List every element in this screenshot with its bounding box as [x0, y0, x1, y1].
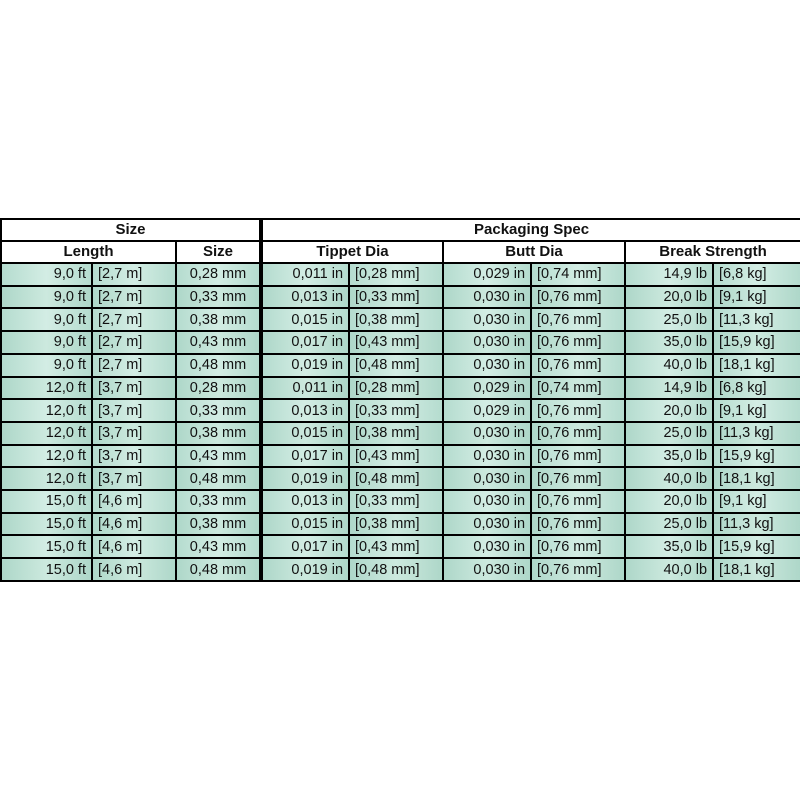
break-lb-cell: 25,0 lb [625, 308, 713, 331]
tippet-mm-cell: [0,33 mm] [349, 399, 443, 422]
length-m-cell: [3,7 m] [92, 445, 176, 468]
break-lb-cell: 40,0 lb [625, 467, 713, 490]
tippet-in-cell: 0,015 in [261, 422, 349, 445]
length-ft-cell: 9,0 ft [1, 286, 92, 309]
size-cell: 0,33 mm [176, 399, 261, 422]
butt-in-cell: 0,030 in [443, 354, 531, 377]
tippet-in-cell: 0,013 in [261, 490, 349, 513]
length-header: Length [1, 241, 176, 263]
table-row [1, 467, 800, 490]
table-row [1, 513, 800, 536]
table-row [1, 422, 800, 445]
table-row [1, 286, 800, 309]
butt-mm-cell: [0,76 mm] [531, 535, 625, 558]
butt-mm-cell: [0,76 mm] [531, 490, 625, 513]
length-ft-cell: 12,0 ft [1, 399, 92, 422]
break-lb-cell: 40,0 lb [625, 354, 713, 377]
tippet-mm-cell: [0,43 mm] [349, 535, 443, 558]
break-kg-cell: [6,8 kg] [713, 263, 800, 286]
size-cell: 0,28 mm [176, 263, 261, 286]
length-ft-cell: 15,0 ft [1, 558, 92, 581]
tippet-mm-cell: [0,38 mm] [349, 422, 443, 445]
length-ft-cell: 15,0 ft [1, 535, 92, 558]
length-ft-cell: 9,0 ft [1, 263, 92, 286]
length-ft-cell: 9,0 ft [1, 354, 92, 377]
spec-table [0, 218, 800, 582]
length-ft-cell: 12,0 ft [1, 422, 92, 445]
tippet-mm-cell: [0,38 mm] [349, 308, 443, 331]
tippet-mm-cell: [0,48 mm] [349, 354, 443, 377]
size-cell: 0,43 mm [176, 445, 261, 468]
tippet-dia-header: Tippet Dia [261, 241, 443, 263]
table-row [1, 558, 800, 581]
break-kg-cell: [15,9 kg] [713, 331, 800, 354]
length-m-cell: [3,7 m] [92, 422, 176, 445]
size-cell: 0,38 mm [176, 513, 261, 536]
break-kg-cell: [9,1 kg] [713, 490, 800, 513]
tippet-in-cell: 0,011 in [261, 377, 349, 400]
break-lb-cell: 20,0 lb [625, 490, 713, 513]
size-cell: 0,48 mm [176, 354, 261, 377]
tippet-in-cell: 0,017 in [261, 535, 349, 558]
break-kg-cell: [6,8 kg] [713, 377, 800, 400]
table-row [1, 490, 800, 513]
break-lb-cell: 35,0 lb [625, 445, 713, 468]
length-ft-cell: 12,0 ft [1, 377, 92, 400]
tippet-in-cell: 0,015 in [261, 513, 349, 536]
tippet-in-cell: 0,011 in [261, 263, 349, 286]
tippet-mm-cell: [0,28 mm] [349, 377, 443, 400]
size-cell: 0,43 mm [176, 535, 261, 558]
length-ft-cell: 15,0 ft [1, 513, 92, 536]
size-header: Size [176, 241, 261, 263]
butt-mm-cell: [0,74 mm] [531, 263, 625, 286]
butt-in-cell: 0,030 in [443, 513, 531, 536]
break-kg-cell: [9,1 kg] [713, 286, 800, 309]
table-row [1, 331, 800, 354]
tippet-mm-cell: [0,43 mm] [349, 445, 443, 468]
length-m-cell: [2,7 m] [92, 331, 176, 354]
butt-in-cell: 0,030 in [443, 286, 531, 309]
butt-mm-cell: [0,76 mm] [531, 399, 625, 422]
butt-mm-cell: [0,76 mm] [531, 308, 625, 331]
break-kg-cell: [15,9 kg] [713, 535, 800, 558]
break-kg-cell: [15,9 kg] [713, 445, 800, 468]
break-kg-cell: [18,1 kg] [713, 467, 800, 490]
tippet-mm-cell: [0,48 mm] [349, 467, 443, 490]
break-lb-cell: 20,0 lb [625, 399, 713, 422]
table-row [1, 445, 800, 468]
butt-in-cell: 0,029 in [443, 263, 531, 286]
length-m-cell: [4,6 m] [92, 535, 176, 558]
table-row [1, 377, 800, 400]
break-kg-cell: [9,1 kg] [713, 399, 800, 422]
tippet-mm-cell: [0,28 mm] [349, 263, 443, 286]
break-lb-cell: 14,9 lb [625, 377, 713, 400]
size-cell: 0,38 mm [176, 422, 261, 445]
butt-mm-cell: [0,76 mm] [531, 445, 625, 468]
butt-in-cell: 0,030 in [443, 467, 531, 490]
table-row [1, 535, 800, 558]
length-ft-cell: 15,0 ft [1, 490, 92, 513]
length-m-cell: [4,6 m] [92, 490, 176, 513]
butt-mm-cell: [0,76 mm] [531, 467, 625, 490]
size-cell: 0,33 mm [176, 286, 261, 309]
size-cell: 0,28 mm [176, 377, 261, 400]
butt-mm-cell: [0,76 mm] [531, 331, 625, 354]
butt-in-cell: 0,030 in [443, 422, 531, 445]
break-kg-cell: [18,1 kg] [713, 558, 800, 581]
break-kg-cell: [11,3 kg] [713, 422, 800, 445]
length-m-cell: [2,7 m] [92, 308, 176, 331]
tippet-in-cell: 0,019 in [261, 354, 349, 377]
size-cell: 0,33 mm [176, 490, 261, 513]
break-lb-cell: 25,0 lb [625, 513, 713, 536]
length-m-cell: [4,6 m] [92, 513, 176, 536]
size-cell: 0,48 mm [176, 467, 261, 490]
butt-in-cell: 0,029 in [443, 399, 531, 422]
size-cell: 0,38 mm [176, 308, 261, 331]
length-ft-cell: 9,0 ft [1, 331, 92, 354]
length-m-cell: [2,7 m] [92, 263, 176, 286]
tippet-in-cell: 0,013 in [261, 399, 349, 422]
butt-mm-cell: [0,76 mm] [531, 513, 625, 536]
table-row [1, 308, 800, 331]
butt-in-cell: 0,030 in [443, 535, 531, 558]
break-lb-cell: 20,0 lb [625, 286, 713, 309]
tippet-in-cell: 0,017 in [261, 331, 349, 354]
length-ft-cell: 9,0 ft [1, 308, 92, 331]
butt-in-cell: 0,030 in [443, 445, 531, 468]
spec-body [1, 263, 800, 581]
length-ft-cell: 12,0 ft [1, 445, 92, 468]
tippet-in-cell: 0,019 in [261, 558, 349, 581]
butt-in-cell: 0,030 in [443, 331, 531, 354]
butt-dia-header: Butt Dia [443, 241, 625, 263]
butt-mm-cell: [0,76 mm] [531, 558, 625, 581]
break-kg-cell: [11,3 kg] [713, 308, 800, 331]
tippet-mm-cell: [0,33 mm] [349, 490, 443, 513]
length-m-cell: [2,7 m] [92, 286, 176, 309]
packaging-group-header: Packaging Spec [261, 219, 800, 241]
tippet-mm-cell: [0,33 mm] [349, 286, 443, 309]
break-kg-cell: [11,3 kg] [713, 513, 800, 536]
butt-mm-cell: [0,76 mm] [531, 286, 625, 309]
tippet-in-cell: 0,013 in [261, 286, 349, 309]
group-header-row [1, 219, 800, 241]
break-lb-cell: 40,0 lb [625, 558, 713, 581]
butt-mm-cell: [0,74 mm] [531, 377, 625, 400]
tippet-in-cell: 0,017 in [261, 445, 349, 468]
column-header-row [1, 241, 800, 263]
butt-in-cell: 0,030 in [443, 490, 531, 513]
break-kg-cell: [18,1 kg] [713, 354, 800, 377]
tippet-in-cell: 0,019 in [261, 467, 349, 490]
break-lb-cell: 35,0 lb [625, 331, 713, 354]
tippet-mm-cell: [0,43 mm] [349, 331, 443, 354]
butt-in-cell: 0,030 in [443, 308, 531, 331]
table-row [1, 399, 800, 422]
butt-in-cell: 0,030 in [443, 558, 531, 581]
length-ft-cell: 12,0 ft [1, 467, 92, 490]
break-lb-cell: 25,0 lb [625, 422, 713, 445]
butt-mm-cell: [0,76 mm] [531, 354, 625, 377]
length-m-cell: [4,6 m] [92, 558, 176, 581]
length-m-cell: [3,7 m] [92, 467, 176, 490]
break-lb-cell: 14,9 lb [625, 263, 713, 286]
tippet-mm-cell: [0,48 mm] [349, 558, 443, 581]
break-lb-cell: 35,0 lb [625, 535, 713, 558]
size-group-header: Size [1, 219, 261, 241]
butt-mm-cell: [0,76 mm] [531, 422, 625, 445]
table-row [1, 354, 800, 377]
length-m-cell: [3,7 m] [92, 377, 176, 400]
size-cell: 0,48 mm [176, 558, 261, 581]
butt-in-cell: 0,029 in [443, 377, 531, 400]
length-m-cell: [2,7 m] [92, 354, 176, 377]
tippet-in-cell: 0,015 in [261, 308, 349, 331]
length-m-cell: [3,7 m] [92, 399, 176, 422]
tippet-mm-cell: [0,38 mm] [349, 513, 443, 536]
table-row [1, 263, 800, 286]
break-strength-header: Break Strength [625, 241, 800, 263]
size-cell: 0,43 mm [176, 331, 261, 354]
